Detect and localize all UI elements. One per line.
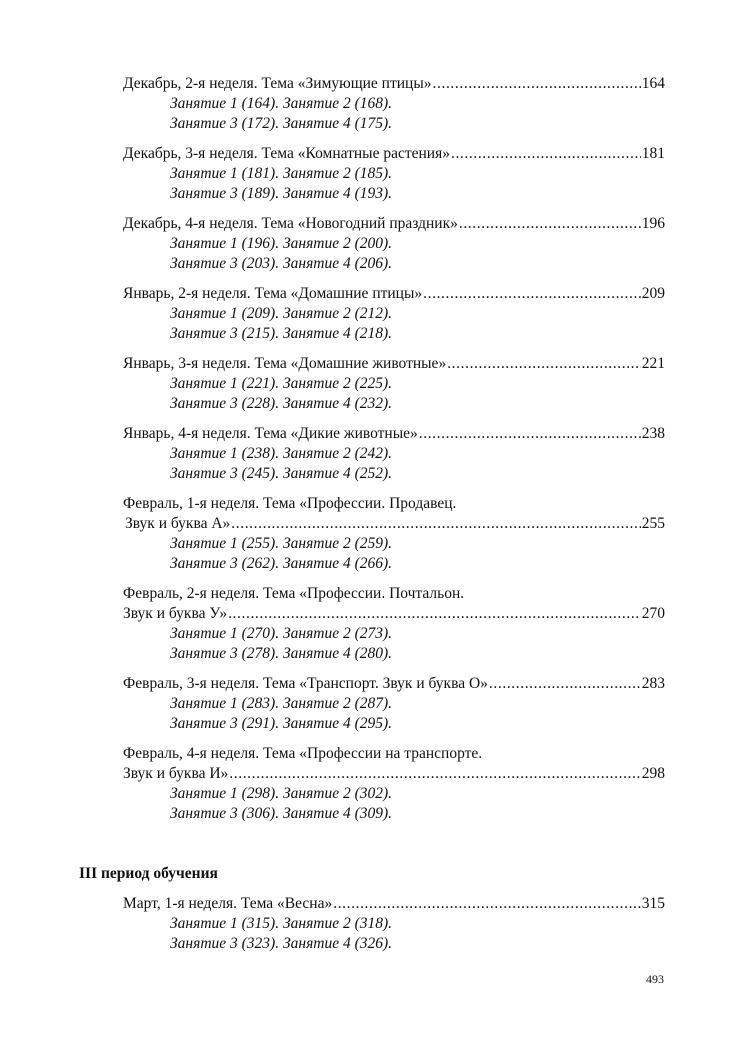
toc-entry [123, 744, 665, 824]
section-heading: III период обучения [79, 865, 218, 882]
toc-entry [123, 894, 665, 954]
toc-entry [123, 354, 665, 414]
toc-entry [123, 284, 665, 344]
toc-sub-line: Занятие 1 (209). Занятие 2 (212). [170, 305, 393, 322]
leader-dots [419, 424, 641, 444]
toc-sub-line: Занятие 1 (315). Занятие 2 (318). [170, 915, 393, 932]
toc-title: Январь, 4-я неделя. Тема «Дикие животные» [123, 425, 418, 442]
toc-heading-line [123, 354, 665, 374]
toc-page-number: 315 [641, 895, 665, 912]
toc-sub-line: Занятие 1 (283). Занятие 2 (287). [170, 695, 393, 712]
toc-entry [123, 584, 665, 664]
toc-title: Декабрь, 3-я неделя. Тема «Комнатные растения» [123, 145, 450, 162]
toc-heading-line [123, 424, 665, 444]
toc-page-number: 255 [641, 515, 665, 532]
toc-title-continuation: Звук и буква А» [125, 515, 231, 532]
toc-sub-line: Занятие 3 (245). Занятие 4 (252). [170, 465, 393, 482]
toc-page-number: 209 [641, 285, 665, 302]
toc-sub-line: Занятие 3 (215). Занятие 4 (218). [170, 325, 393, 342]
toc-title: Январь, 3-я неделя. Тема «Домашние животные» [123, 355, 447, 372]
toc-entry [123, 424, 665, 484]
leader-dots [231, 514, 640, 534]
toc-page-number: 238 [641, 425, 665, 442]
toc-heading-line [123, 604, 665, 624]
toc-sub-line: Занятие 3 (323). Занятие 4 (326). [170, 935, 393, 952]
toc-page-number: 181 [641, 145, 665, 162]
leader-dots [451, 144, 641, 164]
toc-title-continuation: Звук и буква У» [123, 605, 228, 622]
toc-sub-line: Занятие 3 (228). Занятие 4 (232). [170, 395, 393, 412]
toc-entry [123, 674, 665, 734]
toc-sub-line: Занятие 3 (278). Занятие 4 (280). [170, 645, 393, 662]
toc-entry [123, 144, 665, 204]
leader-dots [229, 764, 640, 784]
toc-sub-line: Занятие 3 (189). Занятие 4 (193). [170, 185, 393, 202]
leader-dots [433, 74, 641, 94]
toc-heading-line [123, 764, 665, 784]
leader-dots [423, 284, 641, 304]
toc-title: Декабрь, 2-я неделя. Тема «Зимующие птицы» [123, 75, 432, 92]
leader-dots [228, 604, 641, 624]
toc-title: Январь, 2-я неделя. Тема «Домашние птицы» [123, 285, 423, 302]
leader-dots [489, 674, 641, 694]
toc-title: Февраль, 2-я неделя. Тема «Профессии. Почтальон. [123, 585, 465, 602]
toc-sub-line: Занятие 1 (298). Занятие 2 (302). [170, 785, 393, 802]
toc-title: Февраль, 4-я неделя. Тема «Профессии на транспорте. [123, 745, 483, 762]
page-number: 493 [646, 972, 664, 986]
toc-sub-line: Занятие 3 (306). Занятие 4 (309). [170, 805, 393, 822]
toc-heading-line [123, 674, 665, 694]
toc-page-number: 283 [641, 675, 665, 692]
toc-title: Декабрь, 4-я неделя. Тема «Новогодний праздник» [123, 215, 458, 232]
toc-sub-line: Занятие 3 (203). Занятие 4 (206). [170, 255, 393, 272]
toc-heading-line [123, 144, 665, 164]
toc-sub-line: Занятие 3 (291). Занятие 4 (295). [170, 715, 393, 732]
leader-dots [333, 894, 641, 914]
toc-heading-line [123, 284, 665, 304]
toc-page-number: 164 [641, 75, 665, 92]
toc-sub-line: Занятие 3 (262). Занятие 4 (266). [170, 555, 393, 572]
toc-page-number: 270 [641, 605, 665, 622]
toc-heading-line [123, 214, 665, 234]
toc-sub-line: Занятие 1 (270). Занятие 2 (273). [170, 625, 393, 642]
leader-dots [447, 354, 641, 374]
toc-sub-line: Занятие 1 (164). Занятие 2 (168). [170, 95, 393, 112]
toc-page-number: 196 [641, 215, 665, 232]
toc-title: Март, 1-я неделя. Тема «Весна» [123, 895, 333, 912]
toc-sub-line: Занятие 1 (238). Занятие 2 (242). [170, 445, 393, 462]
toc-title: Февраль, 3-я неделя. Тема «Транспорт. Звук и буква О» [123, 675, 488, 692]
toc-heading-line [123, 514, 665, 534]
toc-entry [123, 74, 665, 134]
toc-title: Февраль, 1-я неделя. Тема «Профессии. Продавец. [123, 495, 457, 512]
toc-page-number: 221 [641, 355, 665, 372]
toc-entry [123, 214, 665, 274]
toc-sub-line: Занятие 1 (181). Занятие 2 (185). [170, 165, 393, 182]
toc-page-number: 298 [641, 765, 665, 782]
toc-sub-line: Занятие 1 (196). Занятие 2 (200). [170, 235, 393, 252]
leader-dots [459, 214, 641, 234]
toc-sub-line: Занятие 3 (172). Занятие 4 (175). [170, 115, 393, 132]
toc-title-continuation: Звук и буква И» [123, 765, 229, 782]
toc-sub-line: Занятие 1 (221). Занятие 2 (225). [170, 375, 393, 392]
toc-entry [123, 494, 665, 574]
toc-sub-line: Занятие 1 (255). Занятие 2 (259). [170, 535, 393, 552]
toc-heading-line [123, 74, 665, 94]
toc-heading-line [123, 894, 665, 914]
